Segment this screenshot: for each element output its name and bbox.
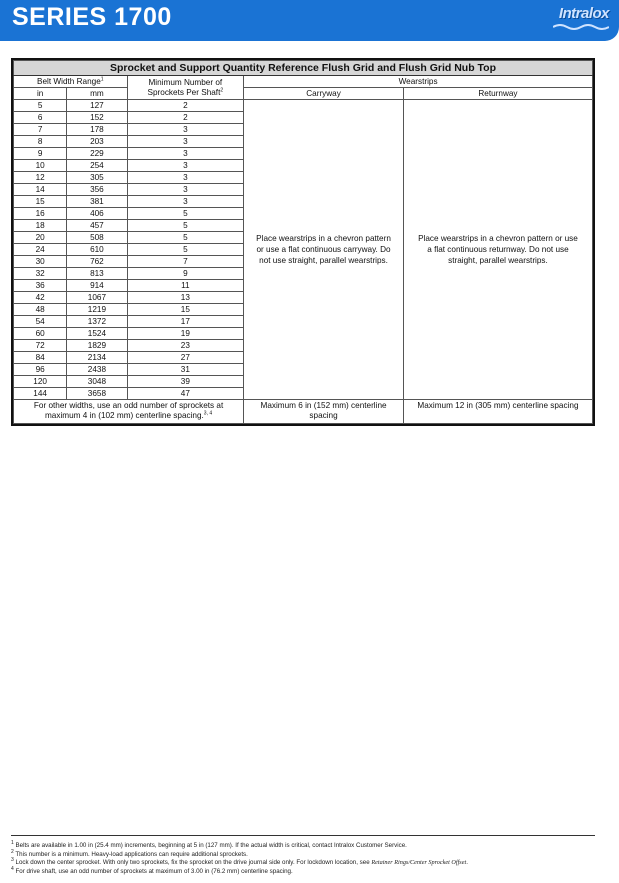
cell-in: 6 — [14, 112, 67, 124]
series-title: SERIES 1700 — [12, 3, 172, 31]
cell-sp: 47 — [127, 388, 244, 400]
cell-mm: 3658 — [67, 388, 127, 400]
cell-in: 144 — [14, 388, 67, 400]
cell-in: 48 — [14, 304, 67, 316]
cell-mm: 610 — [67, 244, 127, 256]
cell-mm: 406 — [67, 208, 127, 220]
cell-sp: 19 — [127, 328, 244, 340]
cell-mm: 1219 — [67, 304, 127, 316]
cell-mm: 229 — [67, 148, 127, 160]
footnotes — [11, 835, 595, 876]
cell-in: 72 — [14, 340, 67, 352]
footer-returnway-spacing: Maximum 12 in (305 mm) centerline spacing — [403, 400, 592, 424]
cell-in: 20 — [14, 232, 67, 244]
cell-mm: 254 — [67, 160, 127, 172]
cell-in: 120 — [14, 376, 67, 388]
page-header — [0, 0, 619, 41]
returnway-header: Returnway — [403, 88, 592, 100]
cell-sp: 11 — [127, 280, 244, 292]
cell-mm: 1524 — [67, 328, 127, 340]
cell-in: 32 — [14, 268, 67, 280]
cell-in: 60 — [14, 328, 67, 340]
cell-in: 14 — [14, 184, 67, 196]
cell-in: 16 — [14, 208, 67, 220]
cell-in: 5 — [14, 100, 67, 112]
table-title: Sprocket and Support Quantity Reference Flush Grid and Flush Grid Nub Top — [14, 61, 593, 76]
cell-mm: 305 — [67, 172, 127, 184]
cell-in: 30 — [14, 256, 67, 268]
carryway-instructions: Place wearstrips in a chevron pattern or use a flat continuous carryway. Do not use straight, parallel wearstrips. — [244, 100, 404, 400]
returnway-instructions: Place wearstrips in a chevron pattern or use a flat continuous returnway. Do not use straight, parallel wearstrips. — [403, 100, 592, 400]
cell-mm: 2438 — [67, 364, 127, 376]
footnote-2: $^2$ This number is a minimum. Heavy-load applications can require additional sprockets. — [11, 848, 248, 858]
cell-mm: 508 — [67, 232, 127, 244]
cell-mm: 457 — [67, 220, 127, 232]
cell-mm: 178 — [67, 124, 127, 136]
footnote-3: $^3$ Lock down the center sprocket. With only two sprockets, fix the sprocket on the drive journal side only. For lockdown location, see Retainer Rings/Center Sprocket Offset. — [11, 857, 468, 867]
cell-sp: 5 — [127, 220, 244, 232]
intralox-logo — [553, 5, 609, 35]
cell-mm: 762 — [67, 256, 127, 268]
cell-mm: 813 — [67, 268, 127, 280]
cell-sp: 27 — [127, 352, 244, 364]
cell-sp: 39 — [127, 376, 244, 388]
table-row — [14, 100, 593, 112]
cell-sp: 3 — [127, 124, 244, 136]
cell-in: 8 — [14, 136, 67, 148]
footnote-1: $^1$ Belts are available in 1.00 in (25.4 mm) increments, beginning at 5 in (127 mm). If the actual width is critical, contact Intralox Customer Service. — [11, 839, 407, 849]
footer-sprocket-note: For other widths, use an odd number of sprockets at maximum 4 in (102 mm) centerline spacing.$^{3, 4}$ — [14, 400, 244, 424]
cell-sp: 5 — [127, 244, 244, 256]
cell-sp: 3 — [127, 172, 244, 184]
cell-mm: 1829 — [67, 340, 127, 352]
cell-sp: 2 — [127, 100, 244, 112]
cell-sp: 3 — [127, 160, 244, 172]
logo-wave-icon — [553, 23, 609, 31]
cell-mm: 1372 — [67, 316, 127, 328]
belt-width-header: Belt Width Range$^1$ — [14, 76, 128, 88]
cell-mm: 203 — [67, 136, 127, 148]
cell-sp: 3 — [127, 184, 244, 196]
cell-in: 42 — [14, 292, 67, 304]
cell-in: 36 — [14, 280, 67, 292]
footer-carryway-spacing: Maximum 6 in (152 mm) centerline spacing — [244, 400, 404, 424]
cell-sp: 7 — [127, 256, 244, 268]
cell-sp: 3 — [127, 148, 244, 160]
cell-sp: 3 — [127, 196, 244, 208]
cell-mm: 127 — [67, 100, 127, 112]
unit-mm: mm — [67, 88, 127, 100]
cell-in: 96 — [14, 364, 67, 376]
cell-sp: 13 — [127, 292, 244, 304]
cell-in: 10 — [14, 160, 67, 172]
cell-mm: 2134 — [67, 352, 127, 364]
unit-in: in — [14, 88, 67, 100]
cell-sp: 23 — [127, 340, 244, 352]
carryway-header: Carryway — [244, 88, 404, 100]
cell-mm: 3048 — [67, 376, 127, 388]
cell-mm: 356 — [67, 184, 127, 196]
cell-sp: 9 — [127, 268, 244, 280]
cell-sp: 2 — [127, 112, 244, 124]
cell-in: 24 — [14, 244, 67, 256]
cell-sp: 31 — [127, 364, 244, 376]
cell-sp: 17 — [127, 316, 244, 328]
cell-in: 7 — [14, 124, 67, 136]
sprocket-table — [11, 58, 595, 426]
cell-mm: 914 — [67, 280, 127, 292]
min-sprockets-header: Minimum Number of Sprockets Per Shaft$^2$ — [127, 76, 244, 100]
cell-in: 54 — [14, 316, 67, 328]
cell-in: 15 — [14, 196, 67, 208]
cell-sp: 5 — [127, 208, 244, 220]
logo-wordmark: Intralox — [558, 5, 609, 22]
cell-sp: 15 — [127, 304, 244, 316]
cell-mm: 381 — [67, 196, 127, 208]
wearstrips-header: Wearstrips — [244, 76, 593, 88]
cell-sp: 5 — [127, 232, 244, 244]
cell-mm: 1067 — [67, 292, 127, 304]
cell-sp: 3 — [127, 136, 244, 148]
cell-in: 12 — [14, 172, 67, 184]
cell-in: 84 — [14, 352, 67, 364]
table-body — [14, 100, 593, 400]
footnote-4: $^4$ For drive shaft, use an odd number of sprockets at maximum of 3.00 in (76.2 mm) centerline spacing. — [11, 865, 293, 875]
cell-in: 18 — [14, 220, 67, 232]
cell-in: 9 — [14, 148, 67, 160]
cell-mm: 152 — [67, 112, 127, 124]
